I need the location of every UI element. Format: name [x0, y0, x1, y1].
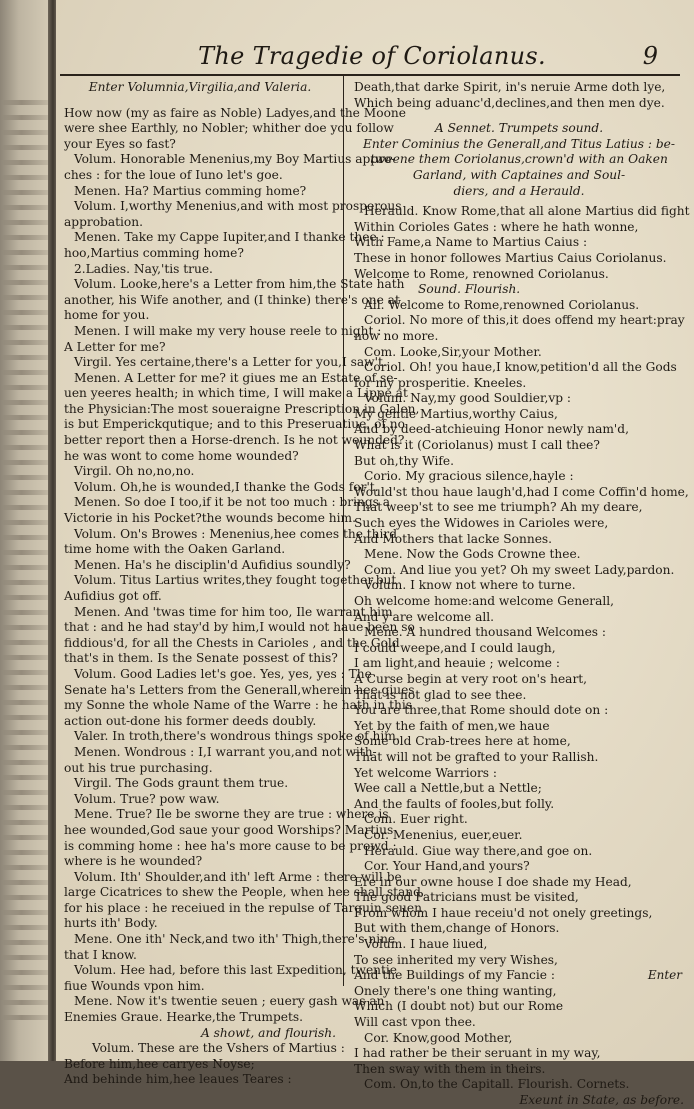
text-line: And behinde him,hee leaues Teares : — [64, 1072, 292, 1087]
text-line: my Sonne the whole Name of the Warre : he hath in this — [64, 698, 412, 713]
text-line: A Curse begin at very root on's heart, — [354, 671, 588, 686]
text-line: Menen. A Letter for me? it giues me an Estate of se- — [74, 370, 398, 385]
text-line: Mene. Now it's twentie seuen ; euery gash was an — [74, 994, 385, 1009]
text-line: Will cast vpon thee. — [354, 1015, 476, 1030]
text-line: Menen. Wondrous : I,I warrant you,and not with- — [74, 744, 377, 759]
text-line: Oh welcome home:and welcome Generall, — [354, 594, 615, 608]
text-line: Volum. I,worthy Menenius,and with most prosperous — [74, 199, 402, 214]
text-line: Which being aduanc'd,declines,and then men dye. — [354, 95, 665, 110]
text-line: What is it (Coriolanus) must I call thee? — [354, 438, 600, 453]
header-rule — [60, 74, 680, 76]
text-line: fiddious'd, for all the Chests in Carioles , and the Gold — [64, 635, 400, 650]
text-line: Wee call a Nettle,but a Nettle; — [354, 781, 542, 796]
text-line: hurts ith' Body. — [64, 916, 158, 931]
text-line: where is he wounded? — [64, 854, 203, 869]
text-line: Virgil. Yes certaine,there's a Letter for you,I saw't. — [74, 355, 387, 370]
text-line: Sound. Flourish. — [418, 282, 521, 297]
text-line: Then sway with them in theirs. — [354, 1061, 546, 1076]
text-line: But with them,change of Honors. — [354, 921, 560, 936]
text-line: Menen. Ha? Martius comming home? — [74, 183, 307, 198]
text-line: Volum. Honorable Menenius,my Boy Martius appro- — [74, 152, 396, 167]
text-line: Mene. One ith' Neck,and two ith' Thigh,there's nine — [74, 932, 396, 947]
text-line: That weep'st to see me triumph? Ah my deare, — [354, 500, 643, 515]
text-line: he was wont to come home wounded? — [64, 448, 299, 463]
text-line: A showt, and flourish. — [200, 1025, 336, 1040]
catchword: Enter — [647, 968, 682, 982]
text-line: Cor. Know,good Mother, — [364, 1030, 513, 1045]
text-line: Volum. Hee had, before this last Expedition, twentie — [74, 963, 398, 978]
text-line: Herauld. Giue way there,and goe on. — [364, 843, 593, 858]
text-line: Com. Euer right. — [364, 812, 468, 827]
text-line: your Eyes so fast? — [64, 136, 176, 151]
text-line: another, his Wife another, and (I thinke) there's one at — [64, 292, 400, 307]
text-line: now no more. — [354, 328, 439, 343]
text-line: A Sennet. Trumpets sound. — [434, 121, 604, 136]
text-line: That will not be grafted to your Rallish. — [354, 749, 599, 764]
text-line: hee wounded,God saue your good Worships? Martius — [64, 822, 394, 837]
text-line: that I know. — [64, 947, 137, 962]
text-line: Menen. So doe I too,if it be not too much : brings a — [74, 495, 391, 510]
page-title: The Tragedie of Coriolanus. — [198, 42, 546, 70]
text-line: To see inherited my very Wishes, — [354, 952, 558, 967]
text-line: Valer. In troth,there's wondrous things spoke of him. — [74, 729, 400, 744]
text-line: large Cicatrices to shew the People, when hee shall stand — [64, 885, 421, 900]
text-line: fiue Wounds vpon him. — [64, 978, 205, 993]
text-line: the Physician:The most soueraigne Prescription in Galen, — [64, 401, 420, 416]
text-line: With Fame,a Name to Martius Caius : — [354, 235, 588, 250]
text-line: Com. On,to the Capitall. Flourish. Cornets. — [364, 1077, 630, 1092]
text-line: The good Patricians must be visited, — [354, 890, 579, 905]
text-line: My gentle Martius,worthy Caius, — [354, 406, 558, 421]
text-line: And the Buildings of my Fancie : — [354, 968, 555, 983]
text-line: Enter Volumnia,Virgilia,and Valeria. — [88, 80, 312, 94]
text-line: Welcome to Rome, renowned Coriolanus. — [354, 266, 609, 281]
spacer — [64, 96, 336, 106]
text-line: These in honor followes Martius Caius Coriolanus. — [354, 250, 667, 265]
text-line: Volum. On's Browes : Menenius,hee comes the third — [74, 526, 398, 541]
text-line: And the faults of fooles,but folly. — [354, 796, 555, 811]
text-line: Coriol. No more of this,it does offend my heart:pray — [364, 313, 685, 328]
text-line: were shee Earthly, no Nobler; whither doe you follow — [64, 121, 394, 136]
text-line: is comming home : hee ha's more cause to be prowd : — [64, 838, 397, 853]
text-line: Volum. Good Ladies let's goe. Yes, yes, yes : The — [74, 666, 372, 681]
text-line: Herauld. Know Rome,that all alone Martius did fight — [364, 204, 690, 219]
text-line: Garland, with Captaines and Soul- — [412, 167, 626, 182]
right-column — [354, 80, 690, 1109]
text-line: time home with the Oaken Garland. — [64, 542, 286, 557]
text-line: Corio. My gracious silence,hayle : — [364, 469, 574, 484]
text-line: Menen. Ha's he disciplin'd Aufidius soundly? — [74, 557, 351, 572]
text-line: Victorie in his Pocket?the wounds become him. — [64, 511, 356, 526]
text-line: uen yeeres health; in which time, I will make a Lippe at — [64, 386, 408, 401]
text-line: Volum. I know not where to turne. — [364, 578, 576, 593]
text-line: All. Welcome to Rome,renowned Coriolanus. — [364, 297, 640, 312]
text-line: tweene them Coriolanus,crown'd with an Oaken — [370, 152, 668, 167]
text-line: Cor. Your Hand,and yours? — [364, 859, 530, 874]
text-line: But oh,thy Wife. — [354, 453, 454, 468]
page-number: 9 — [642, 42, 658, 70]
text-line: home for you. — [64, 308, 150, 323]
text-line: Enter Cominius the Generall,and Titus Latius : be- — [363, 136, 675, 151]
text-line: Would'st thou haue laugh'd,had I come Coffin'd home, — [354, 484, 689, 499]
text-line: From whom I haue receiu'd not onely greetings, — [354, 905, 653, 920]
text-line: Volum. Looke,here's a Letter from him,the State hath — [74, 277, 405, 292]
folio-page — [56, 0, 694, 1107]
text-line: And by deed-atchieuing Honor newly nam'd, — [354, 422, 629, 437]
text-line: Yet by the faith of men,we haue — [354, 718, 550, 733]
text-line: that : and he had stay'd by him,I would not haue been so — [64, 620, 415, 635]
text-line: I am light,and heauie ; welcome : — [354, 656, 560, 671]
text-line: that's in them. Is the Senate possest of this? — [64, 651, 338, 666]
text-line: You are three,that Rome should dote on : — [354, 703, 609, 718]
text-line: Some old Crab-trees here at home, — [354, 734, 571, 749]
text-line: And y'are welcome all. — [354, 609, 495, 624]
text-line: Within Corioles Gates : where he hath wonne, — [354, 219, 639, 234]
text-line: diers, and a Herauld. — [453, 183, 585, 198]
text-line: A Letter for me? — [64, 339, 166, 354]
text-line: Aufidius got off. — [64, 589, 162, 603]
text-line: Virgil. The Gods graunt them true. — [74, 776, 289, 791]
text-line: better report then a Horse-drench. Is he not wounded? — [64, 433, 405, 448]
text-line: Virgil. Oh no,no,no. — [74, 464, 195, 479]
text-line: Such eyes the Widowes in Carioles were, — [354, 516, 609, 531]
text-line: Menen. Take my Cappe Iupiter,and I thanke thee : — [74, 230, 385, 245]
text-line: That is not glad to see thee. — [354, 687, 527, 702]
spacer — [354, 111, 684, 121]
text-line: Com. Looke,Sir,your Mother. — [364, 344, 542, 359]
text-line: ches : for the loue of Iuno let's goe. — [64, 167, 283, 182]
text-line: hoo,Martius comming home? — [64, 245, 244, 260]
text-line: is but Emperickqutique; and to this Preseruatiue, of no — [64, 417, 405, 432]
text-line: Menen. And 'twas time for him too, Ile warrant him — [74, 604, 393, 619]
text-line: Volum. Ith' Shoulder,and ith' left Arme : there will be — [74, 869, 402, 884]
text-line: Enemies Graue. Hearke,the Trumpets. — [64, 1010, 304, 1025]
text-line: approbation. — [64, 214, 143, 229]
text-line: Death,that darke Spirit, in's neruie Arme doth lye, — [354, 80, 666, 94]
text-line: How now (my as faire as Noble) Ladyes,and the Moone — [64, 105, 406, 120]
text-line: Volum. Nay,my good Souldier,vp : — [364, 391, 571, 406]
text-line: Yet welcome Warriors : — [354, 765, 497, 780]
text-line: Volum. Oh,he is wounded,I thanke the Gods for't. — [74, 479, 379, 494]
text-line: Volum. I haue liued, — [364, 937, 488, 952]
text-line: Coriol. Oh! you haue,I know,petition'd all the Gods — [364, 360, 677, 375]
text-line: Exeunt in State, as before. — [519, 1093, 684, 1107]
text-line: Com. And liue you yet? Oh my sweet Lady,pardon. — [364, 562, 675, 577]
facing-page-bleed — [0, 0, 54, 1061]
text-line: action out-done his former deeds doubly. — [64, 713, 317, 728]
text-line: And Mothers that lacke Sonnes. — [354, 531, 553, 546]
running-header — [60, 36, 684, 76]
text-line: for his place : he receiued in the repulse of Tarquin seuen — [64, 900, 422, 915]
text-line: Mene. A hundred thousand Welcomes : — [364, 625, 607, 640]
text-line: Cor. Menenius, euer,euer. — [364, 827, 523, 842]
text-line: Mene. True? Ile be sworne they are true : where is — [74, 807, 389, 822]
text-line: Onely there's one thing wanting, — [354, 983, 557, 998]
text-line: Senate ha's Letters from the Generall,wherein hee giues — [64, 682, 415, 697]
text-line: Ere in our owne house I doe shade my Head, — [354, 874, 632, 889]
text-line: I had rather be their seruant in my way, — [354, 1046, 601, 1061]
text-line: Before him,hee carryes Noyse; — [64, 1056, 255, 1071]
text-line: Which (I doubt not) but our Rome — [354, 999, 564, 1014]
text-line: Menen. I will make my very house reele to night : — [74, 323, 382, 338]
text-line: 2.Ladies. Nay,'tis true. — [74, 261, 213, 276]
text-line: Mene. Now the Gods Crowne thee. — [364, 547, 581, 562]
text-line: Volum. Titus Lartius writes,they fought together,but — [74, 573, 397, 588]
text-line: Volum. These are the Vshers of Martius : — [92, 1041, 345, 1056]
text-line: I could weepe,and I could laugh, — [354, 640, 556, 655]
text-line: out his true purchasing. — [64, 760, 213, 775]
text-line: for my prosperitie. Kneeles. — [354, 375, 527, 390]
text-line: Volum. True? pow waw. — [74, 791, 220, 806]
bleed-through-text — [2, 100, 50, 1030]
